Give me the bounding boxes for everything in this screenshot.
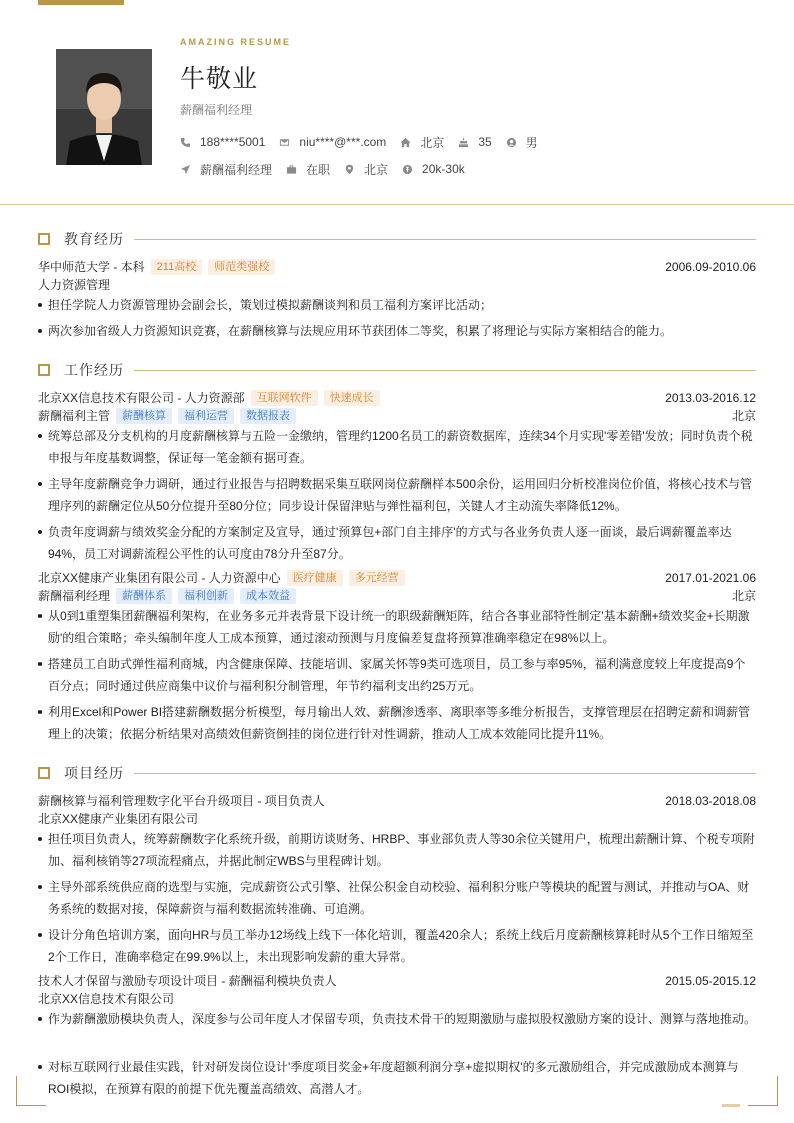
- job-date: 2013.03-2016.12: [665, 390, 756, 405]
- skill-tag: 数据报表: [240, 408, 296, 424]
- job-bullet: 主导年度薪酬竞争力调研，通过行业报告与招聘数据采集互联网岗位薪酬样本500余份，运用回归分析校准岗位价值，将核心技术与管理序列的薪酬定位从50分位提升至80分位；同步设计保留津贴与弹性福利包，关键人才主动流失率降低12%。: [38, 473, 756, 517]
- target-city-item: [344, 161, 388, 178]
- company-tag: 多元经营: [349, 570, 405, 586]
- location-icon: [344, 164, 355, 175]
- section-square-icon: [38, 233, 50, 245]
- section-square-icon: [38, 767, 50, 779]
- education-section-header: [38, 230, 756, 248]
- gender-icon: [506, 137, 517, 148]
- job-city: 北京: [731, 409, 756, 423]
- gender-text: 男: [525, 135, 538, 150]
- education-heading: 教育经历: [64, 231, 124, 247]
- top-accent-bar: [38, 0, 124, 5]
- phone-item: [180, 135, 265, 149]
- project-date: 2018.03-2018.08: [665, 793, 756, 808]
- bottom-accent-bar: [722, 1104, 740, 1107]
- project-bullet: 对标互联网行业最佳实践，针对研发岗位设计'季度项目奖金+年度超额利润分享+虚拟期权'的多元激励组合，并完成激励成本测算与ROI模拟，在预算有限的前提下优先覆盖高绩效、高潜人才。: [38, 1056, 756, 1100]
- target-position-text: 薪酬福利经理: [200, 162, 273, 177]
- job-city: 北京: [731, 589, 756, 603]
- skill-tag: 薪酬体系: [116, 588, 172, 604]
- education-major-row: [38, 276, 756, 293]
- corner-decoration: [748, 1076, 778, 1106]
- cake-icon: [458, 137, 469, 148]
- project-bullet: 主导外部系统供应商的选型与实施，完成薪资公式引擎、社保公积金自动校验、福利积分账户等模块的配置与测试，并推动与OA、财务系统的数据对接，保障薪资与福利数据流转准确、可追溯。: [38, 876, 756, 920]
- phone-text: 188****5001: [200, 135, 266, 149]
- job-company-row: [38, 569, 756, 586]
- projects-heading: 项目经历: [64, 765, 124, 781]
- education-bullet: 两次参加省级人力资源知识竞赛，在薪酬核算与法规应用环节获团体二等奖，积累了将理论与实际方案相结合的能力。: [38, 320, 756, 342]
- email-item: [279, 135, 386, 149]
- phone-icon: [180, 137, 191, 148]
- project-org: 北京XX信息技术有限公司: [38, 992, 175, 1006]
- job-intent-row: [180, 161, 479, 177]
- skill-tag: 福利创新: [178, 588, 234, 604]
- project-name: 薪酬核算与福利管理数字化平台升级项目 - 项目负责人: [38, 794, 325, 808]
- major: 人力资源管理: [38, 278, 111, 292]
- job-role: 薪酬福利经理: [38, 589, 111, 603]
- job-bullet: 利用Excel和Power BI搭建薪酬数据分析模型，每月输出人效、薪酬渗透率、离职率等多维分析报告，支撑管理层在招聘定薪和调薪管理上的决策；依据分析结果对高绩效但薪资倒挂的岗位进行针对性调薪，推动人工成本效能同比提升11%。: [38, 701, 756, 745]
- project-org-row: [38, 990, 756, 1007]
- target-city-text: 北京: [364, 162, 389, 177]
- project-name-row: [38, 972, 756, 989]
- corner-decoration: [16, 1076, 46, 1106]
- company-tag: 医疗健康: [287, 570, 343, 586]
- skill-tag: 薪酬核算: [116, 408, 172, 424]
- work-heading: 工作经历: [64, 362, 124, 378]
- salary-item: [402, 162, 465, 176]
- company-tag: 互联网软件: [251, 390, 318, 406]
- project-name: 技术人才保留与激励专项设计项目 - 薪酬福利模块负责人: [38, 974, 337, 988]
- gender-item: [506, 134, 538, 151]
- company-tag: 快速成长: [324, 390, 380, 406]
- company-name: 北京XX健康产业集团有限公司 - 人力资源中心: [38, 571, 281, 585]
- email-text: niu****@***.com: [299, 135, 387, 149]
- project-date: 2015.05-2015.12: [665, 973, 756, 988]
- job-bullet: 搭建员工自助式弹性福利商城，内含健康保障、技能培训、家属关怀等9类可选项目，员工参与率95%，福利满意度较上年度提高9个百分点；同时通过供应商集中议价与福利积分制管理，年节约福利支出约25万元。: [38, 653, 756, 697]
- skill-tag: 成本效益: [240, 588, 296, 604]
- skill-tag: 福利运营: [178, 408, 234, 424]
- school-tag: 师范类强校: [208, 259, 275, 275]
- home-city-item: [400, 134, 444, 151]
- candidate-name: 牛敬业: [180, 65, 259, 93]
- money-icon: [402, 164, 413, 175]
- projects-section-header: [38, 764, 756, 782]
- send-icon: [180, 164, 191, 175]
- education-bullet: 担任学院人力资源管理协会副会长，策划过模拟薪酬谈判和员工福利方案评比活动；: [38, 294, 756, 316]
- age-text: 35: [478, 135, 492, 149]
- job-role-row: [38, 407, 756, 424]
- job-bullet: 统筹总部及分支机构的月度薪酬核算与五险一金缴纳，管理约1200名员工的薪资数据库，连续34个月实现'零差错'发放；同时负责个税申报与年度基数调整，保证每一笔金额有据可查。: [38, 425, 756, 469]
- job-bullet: 从0到1重塑集团薪酬福利架构，在业务多元并表背景下设计统一的职级薪酬矩阵，结合各事业部特性制定'基本薪酬+绩效奖金+长期激励'的组合策略；牵头编制年度人工成本预算，通过滚动预测与月度偏差复盘将预算准确率稳定在98%以上。: [38, 605, 756, 649]
- resume-tagline: AMAZING RESUME: [180, 37, 291, 47]
- home-icon: [400, 137, 411, 148]
- home-city-text: 北京: [420, 135, 445, 150]
- education-date: 2006.09-2010.06: [665, 259, 756, 274]
- project-name-row: [38, 792, 756, 809]
- project-bullet: 担任项目负责人，统筹薪酬数字化系统升级，前期访谈财务、HRBP、事业部负责人等30余位关键用户，梳理出薪酬计算、个税专项附加、福利核销等27项流程痛点，并据此制定WBS与里程碑计划。: [38, 828, 756, 872]
- job-date: 2017.01-2021.06: [665, 570, 756, 585]
- job-role-row: [38, 587, 756, 604]
- work-section-header: [38, 361, 756, 379]
- project-org-row: [38, 810, 756, 827]
- mail-icon: [279, 137, 290, 148]
- job-role: 薪酬福利主管: [38, 409, 111, 423]
- school-tag: 211高校: [151, 259, 203, 275]
- profile-photo: [56, 49, 152, 165]
- project-org: 北京XX健康产业集团有限公司: [38, 812, 199, 826]
- job-bullet: 负责年度调薪与绩效奖金分配的方案制定及宣导，通过'预算包+部门自主排序'的方式与各业务负责人逐一面谈，最后调薪覆盖率达94%，员工对调薪流程公平性的认可度由78分升至87分。: [38, 521, 756, 565]
- company-name: 北京XX信息技术有限公司 - 人力资源部: [38, 391, 245, 405]
- project-bullet: 作为薪酬激励模块负责人，深度参与公司年度人才保留专项，负责技术骨干的短期激励与虚拟股权激励方案的设计、测算与落地推动。: [38, 1008, 756, 1030]
- contact-row: [180, 134, 552, 150]
- candidate-title: 薪酬福利经理: [180, 103, 253, 117]
- salary-text: 20k-30k: [422, 162, 465, 176]
- section-divider: [134, 239, 756, 240]
- project-bullet: 设计分角色培训方案，面向HR与员工举办12场线上线下一体化培训，覆盖420余人；系统上线后月度薪酬核算耗时从5个工作日缩短至2个工作日，准确率稳定在99.9%以上，未出现影响发薪的重大异常。: [38, 924, 756, 968]
- job-company-row: [38, 389, 756, 406]
- section-divider: [134, 773, 756, 774]
- age-item: [458, 135, 491, 149]
- status-item: [286, 161, 330, 178]
- header-divider: [0, 204, 794, 205]
- status-text: 在职: [306, 162, 331, 177]
- section-divider: [134, 370, 756, 371]
- section-square-icon: [38, 364, 50, 376]
- education-school-row: [38, 258, 756, 275]
- target-position-item: [180, 161, 272, 178]
- briefcase-icon: [286, 164, 297, 175]
- school-name: 华中师范大学 - 本科: [38, 260, 145, 274]
